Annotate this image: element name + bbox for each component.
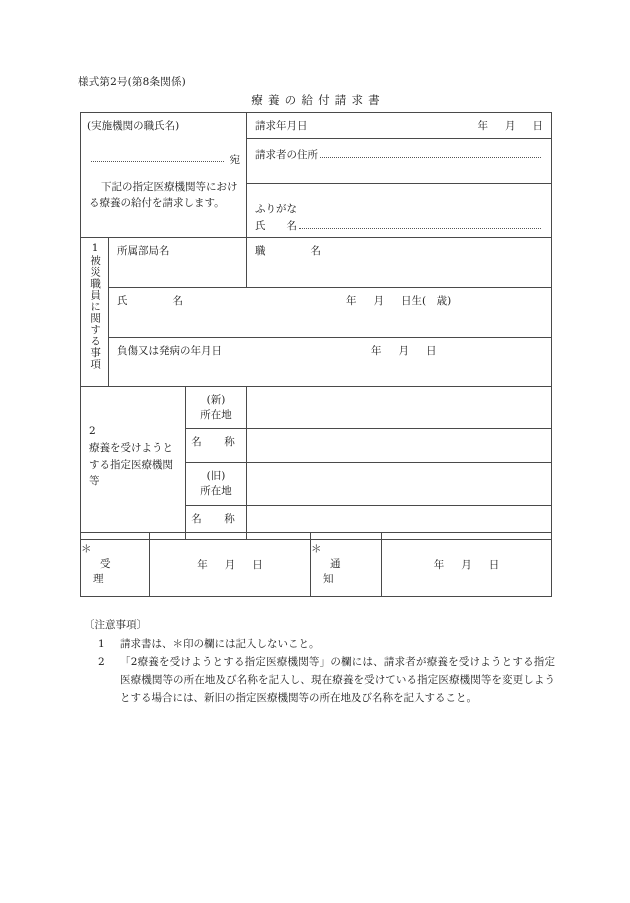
position-cell[interactable] — [247, 238, 552, 288]
claimant-name-input[interactable] — [299, 217, 541, 229]
note-item — [80, 635, 555, 653]
injury-date-cell[interactable] — [109, 338, 552, 387]
injury-day-unit: 日 — [426, 345, 437, 358]
department-label: 所属部局名 — [117, 245, 170, 257]
addressee-suffix: 宛 — [229, 154, 240, 166]
request-date-label: 請求年月日 — [255, 120, 308, 132]
section2-value-new-name[interactable] — [247, 429, 552, 463]
address-label: 所在地 — [200, 408, 232, 421]
name-label-old: 名 称 — [191, 512, 241, 525]
claimant-address-label: 請求者の住所 — [255, 149, 318, 161]
addressee-label: (実施機関の職氏名) — [87, 120, 180, 132]
notice-date-cell[interactable] — [382, 533, 552, 597]
birth-day-age: 日生( 歳) — [401, 294, 452, 307]
form-number: 様式第2号(第8条関係) — [78, 76, 186, 88]
injury-year-unit: 年 — [371, 345, 382, 358]
claimant-name-label: 氏 名 — [255, 220, 297, 232]
day-unit: 日 — [532, 120, 543, 132]
receipt-label: 受 理 — [93, 557, 135, 586]
notice-month-unit: 月 — [461, 559, 472, 571]
addressee-input-row[interactable] — [91, 151, 240, 165]
section2-sublabel-new-address — [186, 387, 247, 429]
notes-title: 〔注意事項〕 — [84, 619, 147, 631]
note-text: 「2療養を受けようとする指定医療機関等」の欄には、請求者が療養を受けようとする指定医療機関等の所在地及び名称を記入し、現在療養を受けている指定医療機関等を変更しようとする場合には、新旧の指定医療機関等の所在地及び名称を記入すること。 — [120, 656, 555, 705]
receipt-label-cell — [81, 533, 150, 597]
section2-sublabel-old-address — [186, 463, 247, 505]
table-row-employee-name — [81, 287, 552, 338]
name-label: 名 称 — [191, 436, 241, 449]
claimant-name-cell[interactable] — [247, 184, 552, 238]
addressee-dotted-line — [91, 161, 224, 162]
section2-number: 2 — [89, 425, 96, 437]
furigana-label: ふりがな — [255, 203, 297, 215]
birth-year-unit: 年 — [346, 294, 357, 307]
injury-date-ymd — [371, 343, 437, 358]
birth-date-line — [346, 293, 451, 308]
section2-value-new-address[interactable] — [247, 387, 552, 429]
department-cell[interactable] — [109, 238, 247, 288]
receipt-notice-table — [80, 532, 552, 597]
year-unit: 年 — [477, 120, 488, 132]
birth-month-unit: 月 — [373, 294, 384, 307]
section1-vertical-label: 1被災職員に関する事項 — [89, 242, 102, 370]
injury-month-unit: 月 — [398, 345, 409, 358]
section2-label-cell — [81, 387, 186, 540]
claimant-address-cell[interactable] — [247, 139, 552, 184]
section2-value-old-address[interactable] — [247, 463, 552, 505]
receipt-year-unit: 年 — [197, 559, 208, 571]
receipt-day-unit: 日 — [252, 559, 263, 571]
section2-label: 療養を受けようとする指定医療機関等 — [89, 441, 173, 488]
new-marker: (新) — [206, 394, 226, 406]
injury-date-label: 負傷又は発病の年月日 — [117, 345, 222, 358]
table-row-new-address — [81, 387, 552, 429]
claimant-address-input[interactable] — [320, 146, 541, 158]
receipt-asterisk: ＊ — [81, 542, 92, 555]
receipt-date-cell[interactable] — [150, 533, 311, 597]
note-number: 2 — [98, 656, 105, 669]
table-row-addressee — [81, 113, 552, 139]
page-title: 療養の給付請求書 — [251, 93, 385, 107]
note-item — [80, 653, 555, 707]
request-date-ymd — [478, 118, 544, 133]
main-form-table — [80, 112, 552, 540]
position-label: 職 名 — [255, 245, 329, 257]
employee-name-label: 氏 名 — [117, 294, 191, 307]
notice-asterisk: ＊ — [311, 542, 322, 555]
notes-section — [80, 616, 555, 707]
section2-sublabel-new-name — [186, 429, 247, 463]
note-text: 請求書は、＊印の欄には記入しないこと。 — [120, 638, 320, 651]
note-number: 1 — [98, 638, 105, 651]
notice-label-cell — [311, 533, 382, 597]
notice-day-unit: 日 — [488, 559, 500, 571]
addressee-cell — [81, 113, 247, 238]
request-date-cell[interactable] — [247, 113, 552, 139]
old-marker: (旧) — [206, 470, 226, 483]
section1-vertical-label-cell — [81, 238, 109, 387]
address-label-old: 所在地 — [200, 485, 232, 498]
notice-label: 通 知 — [323, 557, 365, 586]
receipt-month-unit: 月 — [224, 559, 236, 571]
table-row-department — [81, 238, 552, 288]
notice-year-unit: 年 — [433, 559, 445, 571]
employee-name-cell[interactable] — [109, 287, 552, 338]
table-row-receipt-notice — [81, 533, 552, 597]
request-sentence: 下記の指定医療機関等における療養の給付を請求します。 — [89, 181, 238, 210]
table-row-injury-date — [81, 338, 552, 387]
month-unit: 月 — [505, 120, 516, 132]
